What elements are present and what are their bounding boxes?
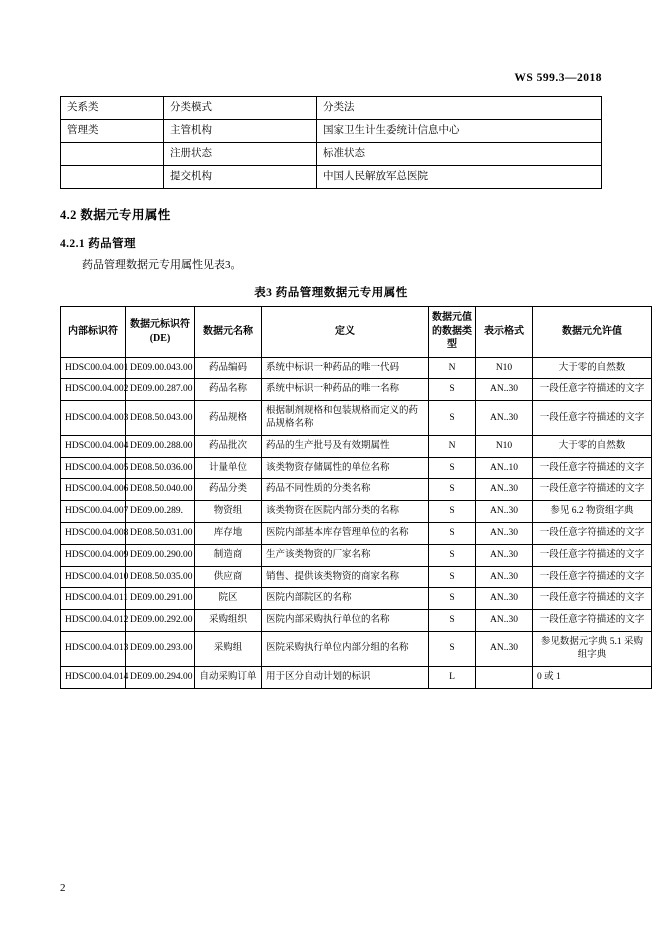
cell-allowed-values: 一段任意字符描述的文字 <box>533 566 652 588</box>
cell-category: 管理类 <box>61 120 164 143</box>
cell-de-name: 物资组 <box>195 501 262 523</box>
cell-data-type: S <box>429 379 476 401</box>
cell-de-code: DE09.00.289. <box>126 501 195 523</box>
cell-attribute: 注册状态 <box>164 143 317 166</box>
cell-de-name: 药品分类 <box>195 479 262 501</box>
cell-de-name: 库存地 <box>195 523 262 545</box>
cell-allowed-values: 一段任意字符描述的文字 <box>533 479 652 501</box>
table-row <box>61 501 652 523</box>
cell-data-type: S <box>429 457 476 479</box>
cell-format: AN..30 <box>476 566 533 588</box>
cell-definition: 药品的生产批号及有效期属性 <box>262 435 429 457</box>
cell-format: AN..30 <box>476 401 533 436</box>
cell-de-code: DE08.50.040.00 <box>126 479 195 501</box>
table-row <box>61 588 652 610</box>
cell-definition: 医院内部基本库存管理单位的名称 <box>262 523 429 545</box>
cell-de-code: DE08.50.031.00 <box>126 523 195 545</box>
cell-data-type: L <box>429 666 476 688</box>
cell-attribute: 提交机构 <box>164 166 317 189</box>
cell-de-code: DE09.00.292.00 <box>126 610 195 632</box>
table-row <box>61 479 652 501</box>
table-header-row <box>61 306 652 357</box>
column-header-de-name: 数据元名称 <box>195 306 262 357</box>
table-row <box>61 120 602 143</box>
cell-data-type: N <box>429 357 476 379</box>
cell-de-code: DE09.00.294.00 <box>126 666 195 688</box>
table-row <box>61 523 652 545</box>
cell-de-code: DE09.00.291.00 <box>126 588 195 610</box>
cell-internal-id: HDSC00.04.010 <box>61 566 126 588</box>
cell-de-code: DE08.50.035.00 <box>126 566 195 588</box>
column-header-de-code: 数据元标识符(DE) <box>126 306 195 357</box>
column-header-definition: 定义 <box>262 306 429 357</box>
cell-de-name: 计量单位 <box>195 457 262 479</box>
cell-data-type: S <box>429 544 476 566</box>
attribute-table <box>60 96 602 189</box>
cell-data-type: S <box>429 501 476 523</box>
cell-internal-id: HDSC00.04.014 <box>61 666 126 688</box>
cell-definition: 根据制剂规格和包装规格而定义的药品规格名称 <box>262 401 429 436</box>
cell-definition: 生产该类物资的厂家名称 <box>262 544 429 566</box>
cell-internal-id: HDSC00.04.012 <box>61 610 126 632</box>
table-row <box>61 166 602 189</box>
cell-definition: 该类物资在医院内部分类的名称 <box>262 501 429 523</box>
cell-value: 中国人民解放军总医院 <box>317 166 602 189</box>
cell-allowed-values: 0 或 1 <box>533 666 652 688</box>
table-row <box>61 357 652 379</box>
cell-data-type: S <box>429 632 476 667</box>
table-row <box>61 610 652 632</box>
cell-internal-id: HDSC00.04.011 <box>61 588 126 610</box>
cell-internal-id: HDSC00.04.002 <box>61 379 126 401</box>
section-heading-4-2: 4.2 数据元专用属性 <box>60 208 171 222</box>
cell-de-name: 药品批次 <box>195 435 262 457</box>
cell-data-type: S <box>429 610 476 632</box>
cell-internal-id: HDSC00.04.003 <box>61 401 126 436</box>
cell-format: AN..10 <box>476 457 533 479</box>
cell-definition: 医院内部采购执行单位的名称 <box>262 610 429 632</box>
cell-format: AN..30 <box>476 544 533 566</box>
cell-format: AN..30 <box>476 588 533 610</box>
cell-de-code: DE09.00.290.00 <box>126 544 195 566</box>
page-header-standard-number: WS 599.3—2018 <box>514 72 602 84</box>
cell-data-type: S <box>429 401 476 436</box>
data-element-table <box>60 306 652 689</box>
cell-de-code: DE08.50.043.00 <box>126 401 195 436</box>
cell-allowed-values: 参见数据元字典 5.1 采购组字典 <box>533 632 652 667</box>
cell-definition: 医院采购执行单位内部分组的名称 <box>262 632 429 667</box>
cell-internal-id: HDSC00.04.006 <box>61 479 126 501</box>
cell-allowed-values: 一段任意字符描述的文字 <box>533 457 652 479</box>
page-content <box>60 0 645 689</box>
cell-format: N10 <box>476 357 533 379</box>
table-row <box>61 435 652 457</box>
cell-allowed-values: 大于零的自然数 <box>533 357 652 379</box>
cell-format: AN..30 <box>476 523 533 545</box>
cell-de-name: 供应商 <box>195 566 262 588</box>
cell-de-name: 自动采购订单 <box>195 666 262 688</box>
cell-allowed-values: 一段任意字符描述的文字 <box>533 610 652 632</box>
cell-value: 国家卫生计生委统计信息中心 <box>317 120 602 143</box>
cell-allowed-values: 参见 6.2 物资组字典 <box>533 501 652 523</box>
cell-de-code: DE09.00.287.00 <box>126 379 195 401</box>
cell-de-code: DE08.50.036.00 <box>126 457 195 479</box>
cell-format: N10 <box>476 435 533 457</box>
cell-definition: 医院内部院区的名称 <box>262 588 429 610</box>
cell-definition: 该类物资存储属性的单位名称 <box>262 457 429 479</box>
cell-de-name: 药品编码 <box>195 357 262 379</box>
cell-de-name: 采购组 <box>195 632 262 667</box>
cell-de-code: DE09.00.288.00 <box>126 435 195 457</box>
cell-de-name: 制造商 <box>195 544 262 566</box>
cell-data-type: S <box>429 588 476 610</box>
cell-format: AN..30 <box>476 479 533 501</box>
cell-de-name: 采购组织 <box>195 610 262 632</box>
cell-data-type: N <box>429 435 476 457</box>
cell-allowed-values: 一段任意字符描述的文字 <box>533 523 652 545</box>
table-caption: 表3 药品管理数据元专用属性 <box>254 286 408 299</box>
cell-allowed-values: 一段任意字符描述的文字 <box>533 544 652 566</box>
column-header-internal-id: 内部标识符 <box>61 306 126 357</box>
page-number: 2 <box>60 882 66 894</box>
cell-internal-id: HDSC00.04.005 <box>61 457 126 479</box>
cell-format: AN..30 <box>476 379 533 401</box>
column-header-data-type: 数据元值的数据类型 <box>429 306 476 357</box>
column-header-format: 表示格式 <box>476 306 533 357</box>
cell-definition: 用于区分自动计划的标识 <box>262 666 429 688</box>
cell-internal-id: HDSC00.04.009 <box>61 544 126 566</box>
cell-allowed-values: 一段任意字符描述的文字 <box>533 401 652 436</box>
cell-definition: 系统中标识一种药品的唯一代码 <box>262 357 429 379</box>
cell-category: 关系类 <box>61 97 164 120</box>
cell-allowed-values: 大于零的自然数 <box>533 435 652 457</box>
cell-de-name: 院区 <box>195 588 262 610</box>
cell-internal-id: HDSC00.04.007 <box>61 501 126 523</box>
section-heading-4-2-1: 4.2.1 药品管理 <box>60 238 136 250</box>
cell-definition: 系统中标识一种药品的唯一名称 <box>262 379 429 401</box>
cell-category <box>61 166 164 189</box>
cell-format: AN..30 <box>476 632 533 667</box>
cell-internal-id: HDSC00.04.004 <box>61 435 126 457</box>
table-row <box>61 97 602 120</box>
cell-internal-id: HDSC00.04.008 <box>61 523 126 545</box>
cell-de-name: 药品名称 <box>195 379 262 401</box>
cell-allowed-values: 一段任意字符描述的文字 <box>533 588 652 610</box>
cell-de-name: 药品规格 <box>195 401 262 436</box>
cell-definition: 药品不同性质的分类名称 <box>262 479 429 501</box>
table-row <box>61 544 652 566</box>
cell-internal-id: HDSC00.04.001 <box>61 357 126 379</box>
cell-format <box>476 666 533 688</box>
table-row <box>61 379 652 401</box>
table-row <box>61 566 652 588</box>
cell-data-type: S <box>429 566 476 588</box>
table-row <box>61 666 652 688</box>
section-paragraph: 药品管理数据元专用属性见表3。 <box>82 259 242 271</box>
cell-format: AN..30 <box>476 501 533 523</box>
cell-attribute: 分类模式 <box>164 97 317 120</box>
table-row <box>61 632 652 667</box>
cell-format: AN..30 <box>476 610 533 632</box>
cell-de-code: DE09.00.293.00 <box>126 632 195 667</box>
table-row <box>61 457 652 479</box>
cell-value: 分类法 <box>317 97 602 120</box>
column-header-allowed-values: 数据元允许值 <box>533 306 652 357</box>
cell-value: 标准状态 <box>317 143 602 166</box>
cell-internal-id: HDSC00.04.013 <box>61 632 126 667</box>
cell-allowed-values: 一段任意字符描述的文字 <box>533 379 652 401</box>
cell-data-type: S <box>429 479 476 501</box>
table-row <box>61 143 602 166</box>
cell-category <box>61 143 164 166</box>
cell-definition: 销售、提供该类物资的商家名称 <box>262 566 429 588</box>
cell-attribute: 主管机构 <box>164 120 317 143</box>
cell-de-code: DE09.00.043.00 <box>126 357 195 379</box>
table-row <box>61 401 652 436</box>
cell-data-type: S <box>429 523 476 545</box>
